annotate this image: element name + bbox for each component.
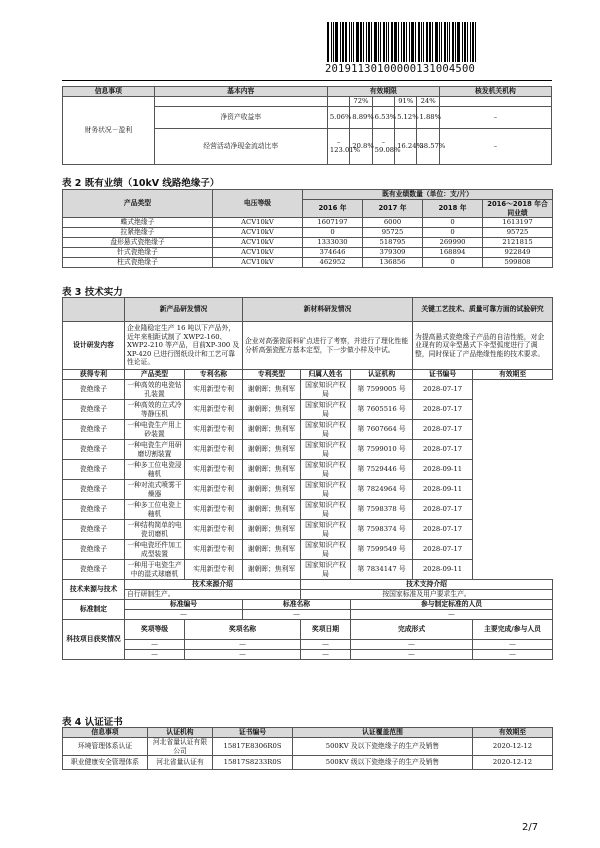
performance-y2018: 269990	[423, 238, 483, 248]
patent-row	[63, 540, 553, 560]
barcode-bar	[391, 22, 393, 62]
barcode-bar	[447, 22, 448, 62]
cert-cert: 15817E8306R0S	[213, 738, 293, 756]
patent-name: 一种高效的电瓷钻孔装置	[125, 380, 185, 400]
metric-agency: –	[439, 106, 551, 128]
tech-source-label: 技术来源与技术	[63, 580, 125, 600]
performance-y2017: 6000	[363, 218, 423, 228]
metric-value: 5.12%	[395, 106, 417, 128]
award-value: —	[301, 640, 351, 650]
patent-expiry: 2028-07-17	[413, 440, 473, 460]
patent-type: 实用新型专利	[185, 480, 243, 500]
patent-type: 实用新型专利	[185, 460, 243, 480]
table4-title: 表 4 认证证书	[62, 717, 123, 728]
tech-source-header: 技术来源介绍	[125, 580, 301, 590]
barcode-bar	[439, 22, 440, 62]
patent-expiry: 2028-09-11	[413, 560, 473, 580]
patent-agency: 国家知识产权局	[301, 400, 351, 420]
header-new-material: 新材料研发情况	[243, 298, 413, 322]
performance-y2018: 0	[423, 228, 483, 238]
table-row	[63, 756, 553, 770]
performance-y2018: 168894	[423, 248, 483, 258]
performance-product: 针式瓷绝缘子	[63, 248, 213, 258]
table-row	[63, 248, 553, 258]
patent-name: 一种用于电瓷生产中的湿式球磨机	[125, 560, 185, 580]
patent-header: 认证机构	[351, 370, 413, 380]
patent-agency: 国家知识产权局	[301, 520, 351, 540]
patent-row	[63, 500, 553, 520]
page-number: 2/7	[522, 822, 539, 833]
barcode-bar	[340, 22, 341, 62]
barcode-bar	[444, 22, 446, 62]
rd-new-product: 企业隆稳定生产 16 吨以下产品外，近年来相距试制了 XWP2-160、XWP2-210 等产品，目前XP-300 及 XP-420 已进行图纸设计和工艺可靠性论证。	[125, 322, 243, 370]
std-value: —	[243, 610, 351, 620]
performance-total: 1613197	[483, 218, 553, 228]
performance-product: 柱式瓷绝缘子	[63, 258, 213, 268]
barcode-bar	[441, 22, 442, 62]
barcode-bar	[388, 22, 389, 62]
header-validity: 有效期限	[327, 87, 439, 97]
barcode-bar	[423, 22, 424, 62]
std-value: —	[125, 610, 243, 620]
patent-owner: 谢朝晖；焦利军	[243, 560, 301, 580]
header-new-product: 新产品研发情况	[125, 298, 243, 322]
performance-y2016: 1333030	[303, 238, 363, 248]
patent-label: 获得专利	[63, 370, 125, 380]
header-basic-content: 基本内容	[154, 87, 327, 97]
header-quantity-group: 既有业绩数量（单位：支/片）	[303, 190, 553, 200]
table-row	[63, 238, 553, 248]
performance-voltage: ACV10kV	[213, 258, 303, 268]
patent-type: 实用新型专利	[185, 560, 243, 580]
patent-cert: 第 7598378 号	[351, 500, 413, 520]
award-header: 奖项名称	[185, 620, 301, 640]
award-label: 科技项目获奖情况	[63, 620, 125, 660]
row-label-financial: 财务状况－盈利	[63, 97, 155, 165]
performance-total: 2121815	[483, 238, 553, 248]
lead-value: 72%	[350, 97, 372, 107]
award-value: —	[185, 640, 301, 650]
award-value: —	[351, 640, 473, 650]
patent-type: 实用新型专利	[185, 520, 243, 540]
financial-table	[62, 86, 552, 165]
award-header: 奖项日期	[301, 620, 351, 640]
patent-header: 专利名称	[185, 370, 243, 380]
award-value: —	[185, 650, 301, 660]
patent-agency: 国家知识产权局	[301, 560, 351, 580]
barcode-bar	[470, 22, 471, 62]
cert-header: 信息事项	[63, 728, 148, 738]
performance-product: 盘形悬式瓷绝缘子	[63, 238, 213, 248]
barcode-bar	[374, 22, 377, 62]
header-voltage: 电压等级	[213, 190, 303, 218]
top-divider	[62, 80, 552, 81]
patent-product: 瓷绝缘子	[63, 420, 125, 440]
cert-item: 环境管理体系认证	[63, 738, 148, 756]
award-value: —	[473, 650, 553, 660]
barcode-bar	[335, 22, 338, 62]
patent-header: 有效期至	[473, 370, 553, 380]
barcode-bar	[363, 22, 364, 62]
metric-value: 16.24%	[395, 128, 417, 164]
barcode-bar	[467, 22, 468, 62]
patent-cert: 第 7834147 号	[351, 560, 413, 580]
metric-value: 38.57%	[417, 128, 439, 164]
barcode-bar	[426, 22, 428, 62]
patent-product: 瓷绝缘子	[63, 480, 125, 500]
std-value: —	[351, 610, 553, 620]
metric-label: 净资产收益率	[154, 106, 327, 128]
barcode-bar	[452, 22, 454, 62]
patent-agency: 国家知识产权局	[301, 440, 351, 460]
patent-row	[63, 380, 553, 400]
table-row	[63, 228, 553, 238]
patent-owner: 谢朝晖；焦利军	[243, 400, 301, 420]
patent-name: 一种电瓷生产用上砂装置	[125, 420, 185, 440]
header-info-item: 信息事项	[63, 87, 155, 97]
patent-owner: 谢朝晖；焦利军	[243, 500, 301, 520]
patent-cert: 第 7598374 号	[351, 520, 413, 540]
patent-product: 瓷绝缘子	[63, 560, 125, 580]
cert-header: 认证机构	[148, 728, 213, 738]
performance-y2016: 0	[303, 228, 363, 238]
award-value: —	[125, 650, 185, 660]
patent-owner: 谢朝晖；焦利军	[243, 380, 301, 400]
patent-row	[63, 520, 553, 540]
performance-y2018: 0	[423, 258, 483, 268]
cert-header: 证书编号	[213, 728, 293, 738]
cert-agency: 河北省量认证有限公司	[148, 738, 213, 756]
patent-cert: 第 7605516 号	[351, 400, 413, 420]
barcode-bar	[472, 22, 474, 62]
std-label: 标准制定	[63, 600, 125, 620]
lead-value: 24%	[417, 97, 439, 107]
patent-cert: 第 7824964 号	[351, 480, 413, 500]
barcode-bar	[455, 22, 456, 62]
patent-cert: 第 7599010 号	[351, 440, 413, 460]
table2-title: 表 2 既有业绩（10kV 线路绝缘子）	[62, 178, 220, 189]
performance-y2017: 379309	[363, 248, 423, 258]
patent-type: 实用新型专利	[185, 440, 243, 460]
barcode-bar	[464, 22, 466, 62]
barcode-bar	[333, 22, 334, 62]
barcode-bar	[457, 22, 460, 62]
patent-type: 实用新型专利	[185, 380, 243, 400]
patent-name: 一种结构简单的电瓷切磨机	[125, 520, 185, 540]
patent-agency: 国家知识产权局	[301, 540, 351, 560]
performance-table	[62, 189, 553, 268]
table-row	[63, 738, 553, 756]
header-product: 产品类型	[63, 190, 213, 218]
award-value: —	[125, 640, 185, 650]
patent-agency: 国家知识产权局	[301, 420, 351, 440]
performance-voltage: ACV10kV	[213, 248, 303, 258]
patent-type: 实用新型专利	[185, 420, 243, 440]
patent-owner: 谢朝晖；焦利军	[243, 420, 301, 440]
barcode-bar	[418, 22, 420, 62]
patent-row	[63, 400, 553, 420]
patent-expiry: 2028-07-17	[413, 540, 473, 560]
patent-agency: 国家知识产权局	[301, 460, 351, 480]
barcode-bar	[380, 22, 381, 62]
performance-voltage: ACV10kV	[213, 238, 303, 248]
patent-name: 一种多工位电瓷浸釉机	[125, 460, 185, 480]
barcode-bar	[342, 22, 344, 62]
performance-total: 599808	[483, 258, 553, 268]
barcode-bar	[331, 22, 332, 62]
performance-y2016: 374646	[303, 248, 363, 258]
award-header: 完成形式	[351, 620, 473, 640]
certificate-table	[62, 727, 553, 770]
std-header: 标准名称	[243, 600, 351, 610]
barcode-bar	[435, 22, 438, 62]
performance-total: 95725	[483, 228, 553, 238]
barcode-bar	[415, 22, 416, 62]
patent-cert: 第 7607664 号	[351, 420, 413, 440]
patent-type: 实用新型专利	[185, 400, 243, 420]
header-2016: 2016 年	[303, 200, 363, 218]
patent-name: 一种对流式喷雾干燥器	[125, 480, 185, 500]
metric-value: –59.08%	[372, 128, 394, 164]
patent-name: 一种电瓷生产用研磨切割装置	[125, 440, 185, 460]
barcode-bar	[429, 22, 431, 62]
patent-product: 瓷绝缘子	[63, 400, 125, 420]
performance-y2016: 1607197	[303, 218, 363, 228]
table-row	[63, 258, 553, 268]
patent-row	[63, 460, 553, 480]
patent-owner: 谢朝晖；焦利军	[243, 460, 301, 480]
header-2017: 2017 年	[363, 200, 423, 218]
performance-y2017: 95725	[363, 228, 423, 238]
cert-header: 有效期至	[473, 728, 553, 738]
patent-row	[63, 440, 553, 460]
barcode-bar	[462, 22, 463, 62]
cert-agency: 河北省量认证有	[148, 756, 213, 770]
barcode-bar	[327, 22, 329, 62]
rd-key-process: 为提高悬式瓷绝缘子产品的自洁性能，对企业现有的双伞型悬式下伞型弧度进行了调整，同时保证了产品绝缘性能的技术要求。	[413, 322, 553, 370]
patent-name: 一种电瓷坯件加工成型装置	[125, 540, 185, 560]
patent-owner: 谢朝晖；焦利军	[243, 520, 301, 540]
metric-value: 5.06%	[327, 106, 349, 128]
header-total: 2016～2018 年合同业绩	[483, 200, 553, 218]
std-header: 标准编号	[125, 600, 243, 610]
performance-total: 922849	[483, 248, 553, 258]
metric-label: 经营活动净现金流动比率	[154, 128, 327, 164]
patent-product: 瓷绝缘子	[63, 380, 125, 400]
metric-agency: –	[439, 128, 551, 164]
patent-product: 瓷绝缘子	[63, 440, 125, 460]
performance-voltage: ACV10kV	[213, 228, 303, 238]
barcode-bar	[409, 22, 410, 62]
patent-header: 归属人姓名	[301, 370, 351, 380]
patent-cert: 第 7599549 号	[351, 540, 413, 560]
header-2018: 2018 年	[423, 200, 483, 218]
patent-cert: 第 7599005 号	[351, 380, 413, 400]
barcode-bar	[356, 22, 359, 62]
header-issuing-agency: 核发机关机构	[439, 87, 551, 97]
performance-product: 蝶式绝缘子	[63, 218, 213, 228]
patent-header: 专利类型	[243, 370, 301, 380]
barcode-bar	[349, 22, 350, 62]
award-header: 奖项等级	[125, 620, 185, 640]
barcode-bar	[406, 22, 407, 62]
performance-y2018: 0	[423, 218, 483, 228]
award-value: —	[351, 650, 473, 660]
cert-header: 认证覆盖范围	[293, 728, 473, 738]
barcode-bar	[368, 22, 370, 62]
metric-value: 1.88%	[417, 106, 439, 128]
patent-type: 实用新型专利	[185, 500, 243, 520]
tech-table	[62, 297, 553, 660]
award-value: —	[473, 640, 553, 650]
patent-header: 证书编号	[413, 370, 473, 380]
award-value: —	[301, 650, 351, 660]
barcode-bar	[401, 22, 402, 62]
metric-value: –123.01%	[327, 128, 349, 164]
barcode-bar	[475, 22, 476, 62]
cert-cert: 15817S8233R0S	[213, 756, 293, 770]
barcode-bar	[360, 22, 362, 62]
barcode-bar	[398, 22, 399, 62]
patent-type: 实用新型专利	[185, 540, 243, 560]
cert-item: 职业健康安全管理体系	[63, 756, 148, 770]
table3-title: 表 3 技术实力	[62, 287, 123, 298]
metric-value: 20.8%	[350, 128, 372, 164]
barcode-bar	[345, 22, 347, 62]
header-key-process: 关键工艺技术、质量可靠方面的试验研究	[413, 298, 553, 322]
barcode-number: 20191130100000131004500	[325, 63, 475, 75]
barcode-bar	[432, 22, 433, 62]
rd-new-material: 企业对高强瓷原料矿点进行了考察，并进行了理化性能分析高强瓷配方基本定型，下一步做小样及中试。	[243, 322, 413, 370]
tech-source-value: 自行研制生产。	[125, 590, 301, 600]
table-row	[63, 218, 553, 228]
performance-voltage: ACV10kV	[213, 218, 303, 228]
barcode-bar	[394, 22, 397, 62]
barcode-bar	[411, 22, 414, 62]
patent-product: 瓷绝缘子	[63, 540, 125, 560]
patent-expiry: 2028-07-17	[413, 500, 473, 520]
tech-support-header: 技术支持介绍	[301, 580, 553, 590]
cert-scope: 500KV 及以下瓷绝缘子的生产及销售	[293, 738, 473, 756]
patent-owner: 谢朝晖；焦利军	[243, 440, 301, 460]
patent-agency: 国家知识产权局	[301, 380, 351, 400]
barcode-bar	[353, 22, 354, 62]
patent-expiry: 2028-07-17	[413, 380, 473, 400]
std-header: 参与制定标准的人员	[351, 600, 553, 610]
patent-row	[63, 560, 553, 580]
patent-product: 瓷绝缘子	[63, 520, 125, 540]
performance-y2017: 518795	[363, 238, 423, 248]
barcode-bar	[421, 22, 422, 62]
patent-agency: 国家知识产权局	[301, 500, 351, 520]
patent-header: 产品类型	[125, 370, 185, 380]
metric-value: 6.53%	[372, 106, 394, 128]
lead-value: 91%	[395, 97, 417, 107]
patent-agency: 国家知识产权局	[301, 480, 351, 500]
award-header: 主要完成/参与人员	[473, 620, 553, 640]
patent-row	[63, 420, 553, 440]
patent-row	[63, 480, 553, 500]
patent-expiry: 2028-09-11	[413, 460, 473, 480]
barcode-bar	[386, 22, 387, 62]
barcode-image	[327, 22, 487, 62]
patent-name: 一种多工位电瓷上釉机	[125, 500, 185, 520]
patent-owner: 谢朝晖；焦利军	[243, 540, 301, 560]
performance-product: 拉紧绝缘子	[63, 228, 213, 238]
patent-cert: 第 7529446 号	[351, 460, 413, 480]
cert-expiry: 2020-12-12	[473, 756, 553, 770]
barcode-bar	[371, 22, 372, 62]
patent-product: 瓷绝缘子	[63, 500, 125, 520]
barcode-bar	[449, 22, 450, 62]
patent-expiry: 2028-09-11	[413, 480, 473, 500]
tech-support-value: 按国家标准及用户要求生产。	[301, 590, 553, 600]
rd-label: 设计研发内容	[63, 322, 125, 370]
barcode-bar	[366, 22, 367, 62]
patent-product: 瓷绝缘子	[63, 460, 125, 480]
barcode-bar	[378, 22, 379, 62]
metric-value: 8.89%	[350, 106, 372, 128]
barcode-bar	[351, 22, 352, 62]
barcode-bar	[403, 22, 405, 62]
patent-expiry: 2028-07-17	[413, 420, 473, 440]
cert-scope: 500KV 级以下瓷绝缘子的生产及销售	[293, 756, 473, 770]
performance-y2016: 462952	[303, 258, 363, 268]
patent-name: 一种高效的立式冷等静压机	[125, 400, 185, 420]
cert-expiry: 2020-12-12	[473, 738, 553, 756]
barcode-bar	[383, 22, 385, 62]
performance-y2017: 136856	[363, 258, 423, 268]
patent-owner: 谢朝晖；焦利军	[243, 480, 301, 500]
patent-expiry: 2028-07-17	[413, 400, 473, 420]
patent-expiry: 2028-07-17	[413, 520, 473, 540]
